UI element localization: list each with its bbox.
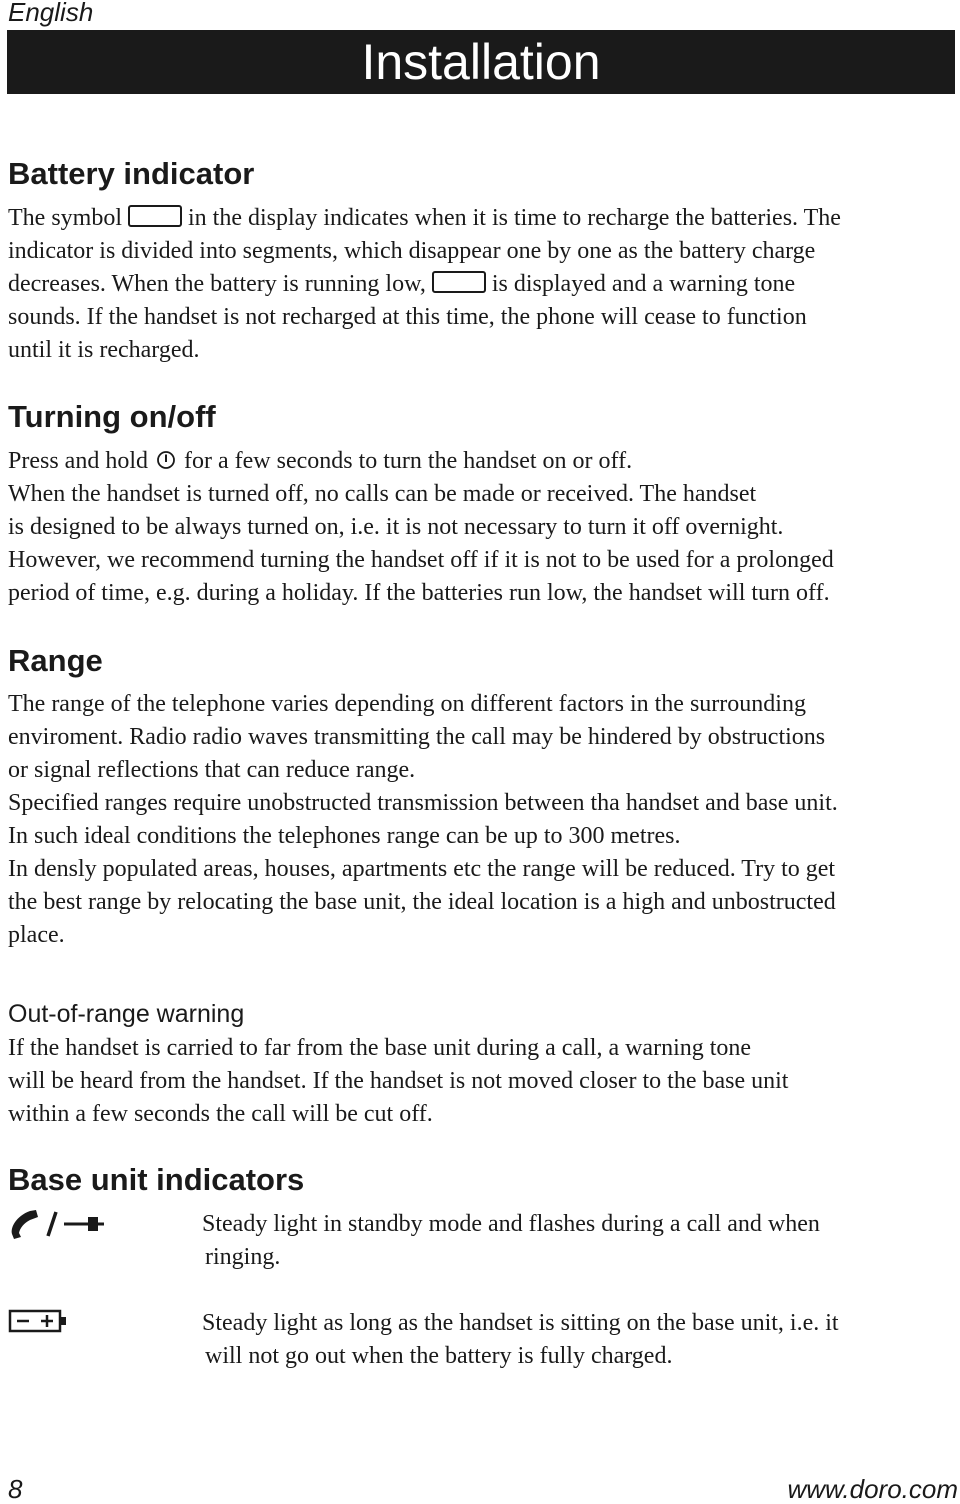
- text-line: Steady light in standby mode and flashes during a call and when: [202, 1211, 820, 1237]
- text-line: is designed to be always turned on, i.e. it is not necessary to turn it off overnight.: [8, 514, 784, 540]
- text-line: ringing.: [205, 1244, 281, 1270]
- text-line: If the handset is carried to far from the base unit during a call, a warning tone: [8, 1035, 752, 1061]
- text-line: Press and hold for a few seconds to turn the handset on or off.: [8, 448, 633, 474]
- out-of-range-paragraph: [8, 1032, 953, 1131]
- text-line: The symbol in the display indicates when it is time to recharge the batteries. The: [8, 205, 841, 231]
- power-paragraph: [8, 445, 953, 610]
- base-heading: Base unit indicators: [8, 1162, 305, 1197]
- text-line: within a few seconds the call will be cut off.: [8, 1101, 433, 1127]
- text-line: However, we recommend turning the handset off if it is not to be used for a prolonged: [8, 547, 834, 573]
- text-line: Specified ranges require unobstructed transmission between tha handset and base unit.: [8, 790, 838, 816]
- text-line: sounds. If the handset is not recharged at this time, the phone will cease to function: [8, 304, 807, 330]
- phone-line-icon: [8, 1208, 104, 1240]
- text-line: will not go out when the battery is fully charged.: [205, 1343, 673, 1369]
- text-line: or signal reflections that can reduce range.: [8, 757, 416, 783]
- text-line: enviroment. Radio radio waves transmitting the call may be hindered by obstructions: [8, 724, 826, 750]
- page-title: Installation: [361, 34, 601, 90]
- title-banner: [7, 30, 955, 94]
- battery-paragraph: [8, 202, 953, 367]
- text-line: When the handset is turned off, no calls can be made or received. The handset: [8, 481, 757, 507]
- text-line: decreases. When the battery is running low, is displayed and a warning tone: [8, 271, 796, 297]
- indicator-charge-description: [202, 1307, 942, 1373]
- range-paragraph: [8, 688, 953, 952]
- charging-battery-icon: [8, 1308, 68, 1334]
- website-link[interactable]: www.doro.com: [787, 1474, 958, 1504]
- text-line: will be heard from the handset. If the handset is not moved closer to the base unit: [8, 1068, 789, 1094]
- out-of-range-heading: Out-of-range warning: [8, 1000, 245, 1028]
- battery-heading: Battery indicator: [8, 156, 255, 191]
- text-line: In densly populated areas, houses, apartments etc the range will be reduced. Try to get: [8, 856, 836, 882]
- range-heading: Range: [8, 643, 103, 678]
- page-number: 8: [8, 1474, 23, 1504]
- language-label: English: [8, 0, 94, 27]
- text-line: the best range by relocating the base unit, the ideal location is a high and unbostructed: [8, 889, 836, 915]
- text-line: until it is recharged.: [8, 337, 200, 363]
- power-heading: Turning on/off: [8, 399, 216, 434]
- text-line: period of time, e.g. during a holiday. If the batteries run low, the handset will turn off.: [8, 580, 830, 606]
- power-icon: [156, 450, 176, 470]
- text-line: The range of the telephone varies depending on different factors in the surrounding: [8, 691, 806, 717]
- text-line: Steady light as long as the handset is sitting on the base unit, i.e. it: [202, 1310, 839, 1336]
- text-line: indicator is divided into segments, which disappear one by one as the battery charge: [8, 238, 816, 264]
- text-line: place.: [8, 922, 65, 948]
- battery-icon: [128, 205, 182, 227]
- battery-low-icon: [432, 271, 486, 293]
- indicator-line-description: [202, 1208, 942, 1274]
- text-line: In such ideal conditions the telephones range can be up to 300 metres.: [8, 823, 681, 849]
